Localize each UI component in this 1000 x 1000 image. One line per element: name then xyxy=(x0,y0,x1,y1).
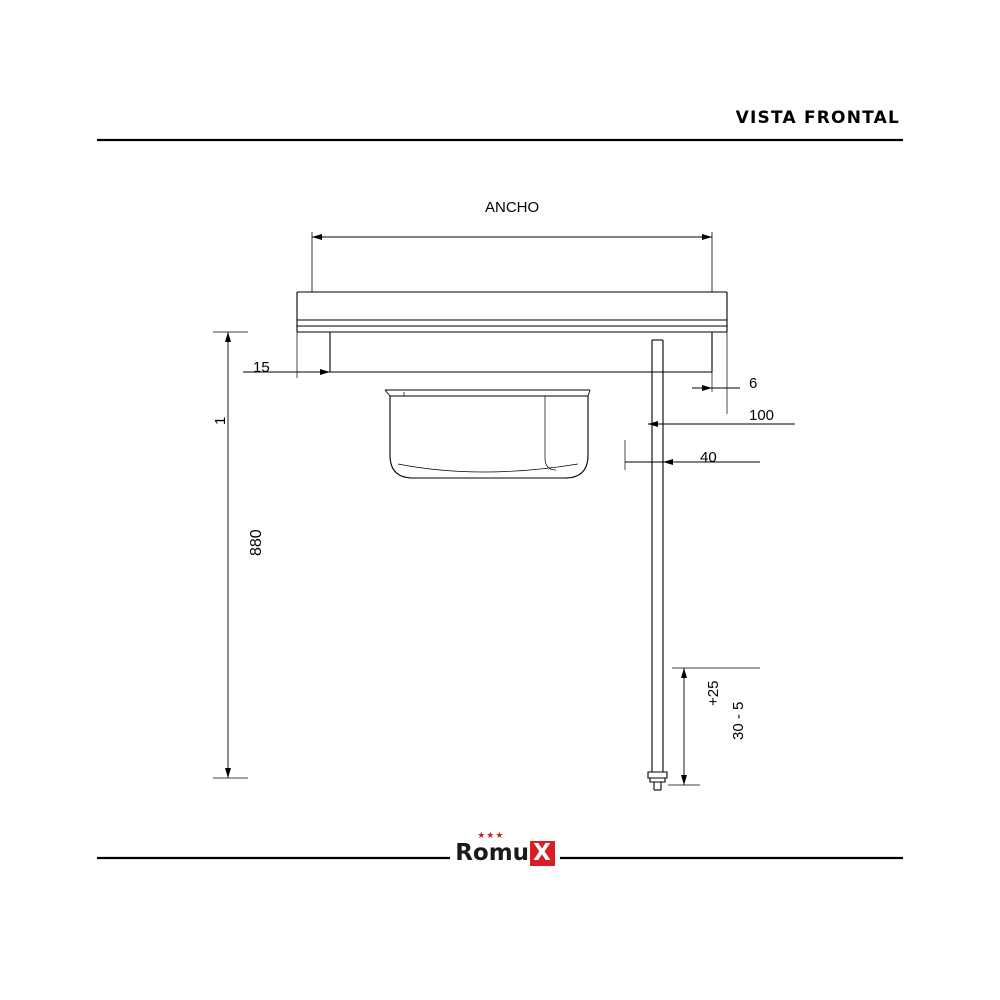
dimension-label-880: 880 xyxy=(248,529,265,556)
logo-mid: omu xyxy=(472,839,530,866)
dimension-label-100: 100 xyxy=(749,407,775,424)
dimension-label-6: 6 xyxy=(749,375,758,392)
dimension-label-30-5: 30 - 5 xyxy=(730,701,747,740)
dimension-label-plus25: +25 xyxy=(705,680,722,706)
logo-main: R xyxy=(455,839,473,866)
page-title: VISTA FRONTAL xyxy=(735,108,900,128)
logo-stars: ★★★ xyxy=(477,830,505,841)
drawing-geometry xyxy=(213,232,795,790)
logo-accent: X xyxy=(530,841,555,866)
dimension-label-ancho: ANCHO xyxy=(485,199,540,216)
dimension-label-15: 15 xyxy=(253,359,270,376)
romux-logo xyxy=(455,830,555,868)
logo-text xyxy=(455,830,555,866)
dimension-label-40: 40 xyxy=(700,449,717,466)
dimension-label-height-mark: 1 xyxy=(212,416,229,425)
